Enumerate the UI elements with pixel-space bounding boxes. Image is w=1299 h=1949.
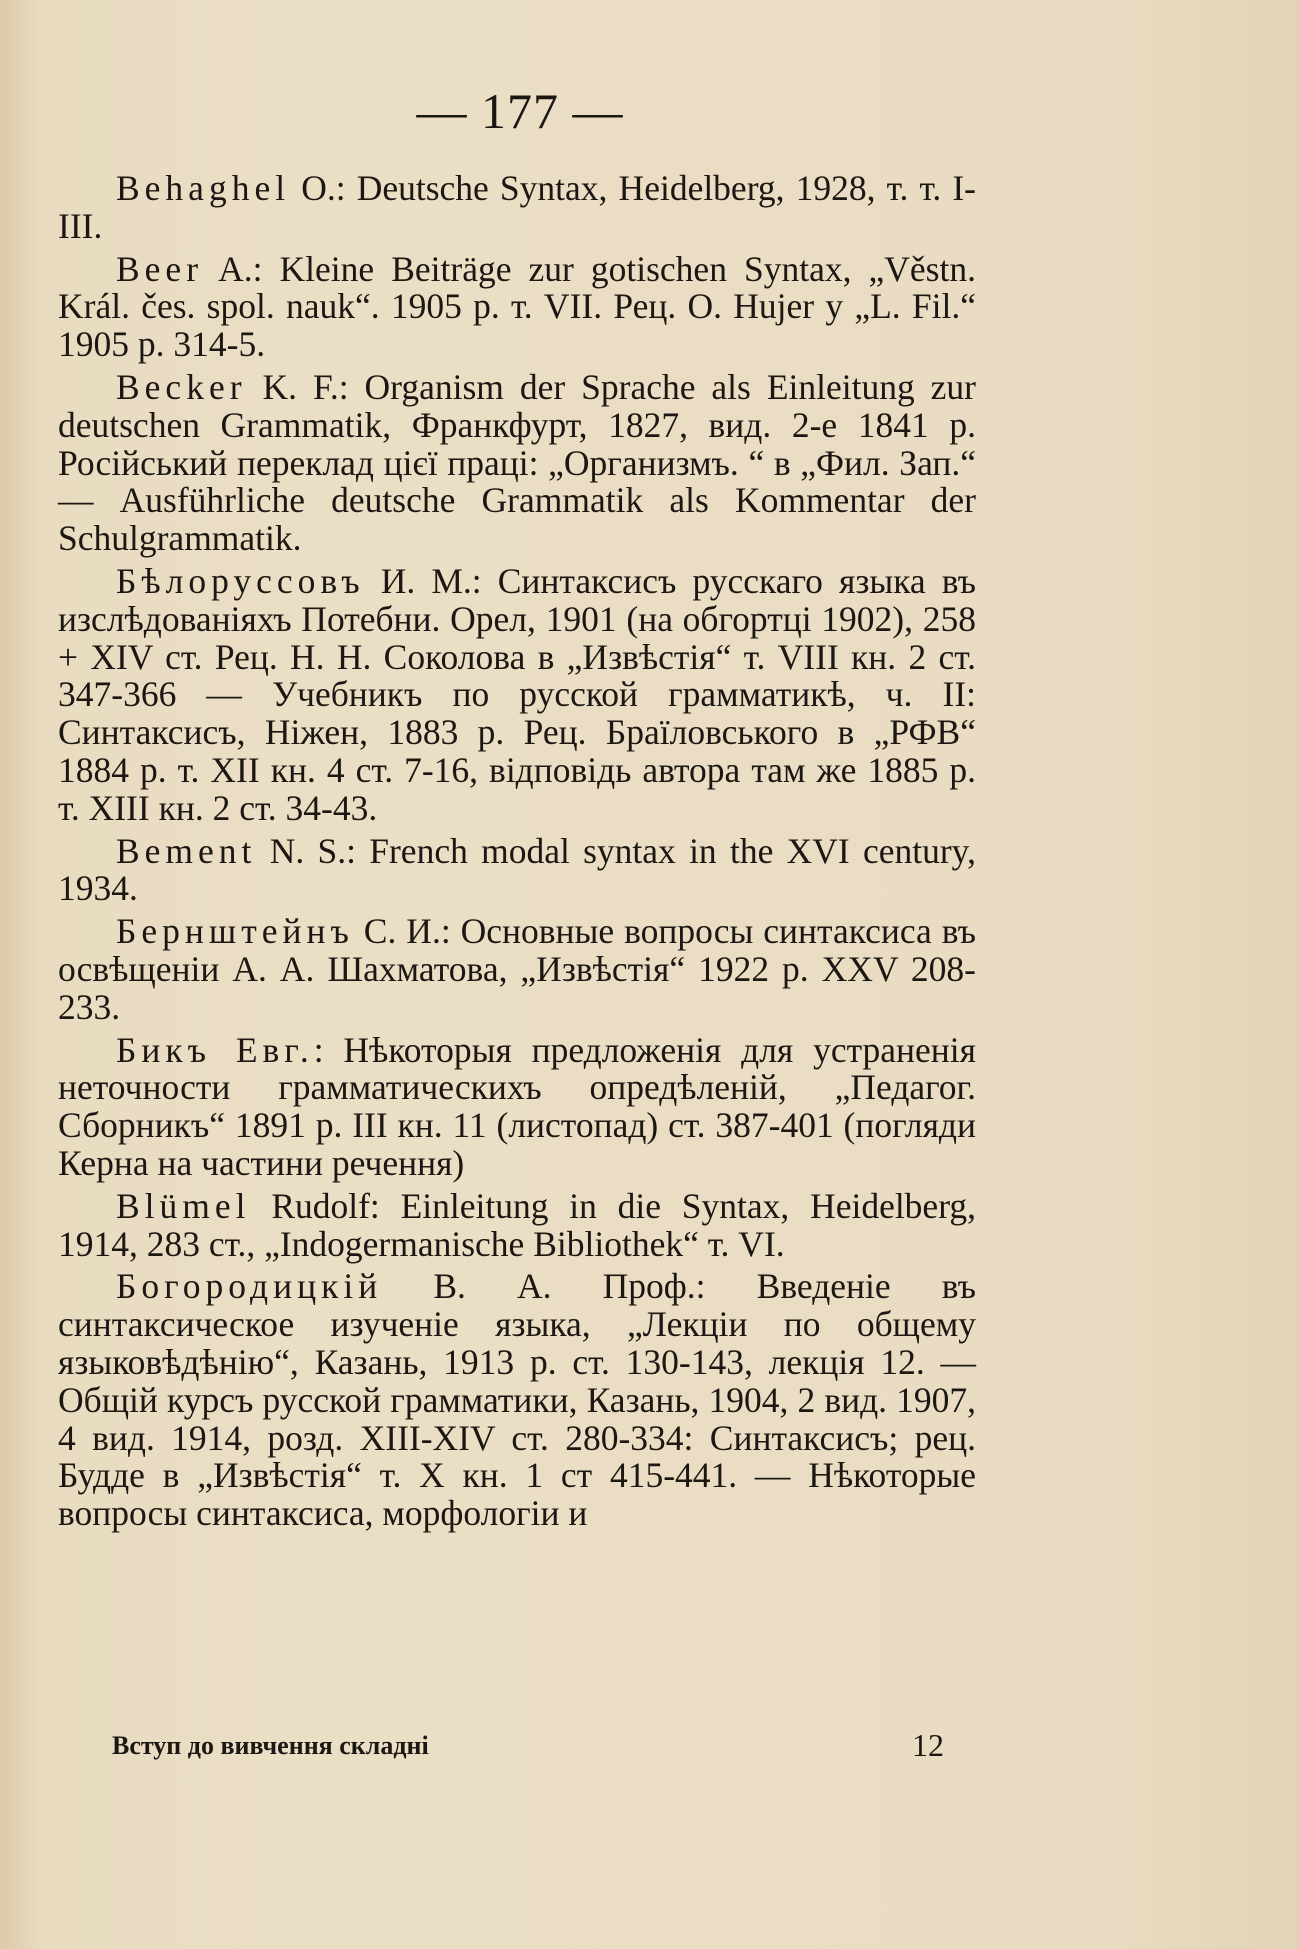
bibliography-entry xyxy=(58,913,976,1026)
bibliography-entry xyxy=(58,830,976,909)
entry-author: Becker xyxy=(116,366,247,407)
page-footer xyxy=(112,1727,952,1763)
entry-text: O.: Deutsche Syntax, Heidelberg, 1928, т. т. I-III. xyxy=(58,168,976,246)
entry-text: Rudolf: Einleitung in die Syntax, Heidelberg, 1914, 283 ст., „Indogermanische Bibliothek“ т. VI. xyxy=(58,1185,976,1264)
bibliography-entry xyxy=(58,1185,976,1264)
entry-text: С. И.: Основные вопросы синтаксиса въ освѣщеніи А. А. Шахматова, „Извѣстія“ 1922 р. XXV 208-233. xyxy=(58,911,976,1027)
footer-book-title: Вступ до вивчення складні xyxy=(112,1731,429,1760)
entry-author: Beer xyxy=(116,248,204,289)
page-number: — 177 — xyxy=(416,83,624,139)
entry-author: Бикъ Евг. xyxy=(116,1029,314,1070)
entry-author: Blümel xyxy=(116,1185,251,1226)
bibliography-entry xyxy=(58,170,976,246)
entry-text: : Нѣкоторыя предложенія для устраненія неточности грамматическихъ опредѣленій, „Педагог. Сборникъ“ 1891 р. III кн. 11 (листопад) ст. 387-401 (погляди Керна на частини речення) xyxy=(58,1029,976,1183)
signature-mark: 12 xyxy=(912,1727,944,1763)
entry-text: И. М.: Синтаксисъ русскаго языка въ изслѣдованіяхъ Потебни. Орел, 1901 (на обгортці 1902), 258 + XIV ст. Рец. Н. Н. Соколова в „Извѣстія“ т. VIII кн. 2 ст. 347-366 — Учебникъ по русской грамматикѣ, ч. II: Синтаксисъ, Ніжен, 1883 р. Рец. Браїловського в „РФВ“ 1884 р. т. XII кн. 4 ст. 7-16, відповідь автора там же 1885 р. т. XIII кн. 2 ст. 34-43. xyxy=(58,560,976,828)
bibliography-entry xyxy=(58,1029,976,1183)
entry-author: Bement xyxy=(116,830,257,871)
entry-text: A.: Kleine Beiträge zur gotischen Syntax, „Věstn. Král. čes. spol. nauk“. 1905 р. т. VII. Рец. O. Hujer у „L. Fil.“ 1905 р. 314-5. xyxy=(58,248,976,365)
entry-text: В. А. Проф.: Введеніе въ синтаксическое изученіе языка, „Лекціи по общему языковѣдѣнію“, Казань, 1913 р. ст. 130-143, лекція 12. — Общій курсъ русской грамматики, Казань, 1904, 2 вид. 1907, 4 вид. 1914, розд. XIII-XIV ст. 280-334: Синтаксисъ; рец. Будде в „Извѣстія“ т. X кн. 1 ст 415-441. — Нѣкоторые вопросы синтаксиса, морфологіи и xyxy=(58,1266,976,1534)
entry-author: Бѣлоруссовъ xyxy=(116,560,365,601)
bibliography-entry xyxy=(58,248,976,365)
entry-text: N. S.: French modal syntax in the XVI century, 1934. xyxy=(58,830,976,909)
entry-author: Богородицкій xyxy=(116,1266,383,1307)
entry-author: Бернштейнъ xyxy=(116,911,354,952)
bibliography-entry xyxy=(58,560,976,828)
bibliography-entry xyxy=(58,366,976,559)
entry-author: Behaghel xyxy=(116,168,291,208)
bibliography-list xyxy=(58,170,976,1538)
entry-text: K. F.: Organism der Sprache als Einleitung zur deutschen Grammatik, Франкфурт, 1827, вид. 2-е 1841 р. Російський переклад цієї праці: „Организмъ. “ в „Фил. Зап.“ — Ausführliche deutsche Grammatik als Kommentar der Schulgrammatik. xyxy=(58,366,976,559)
bibliography-entry xyxy=(58,1268,976,1533)
